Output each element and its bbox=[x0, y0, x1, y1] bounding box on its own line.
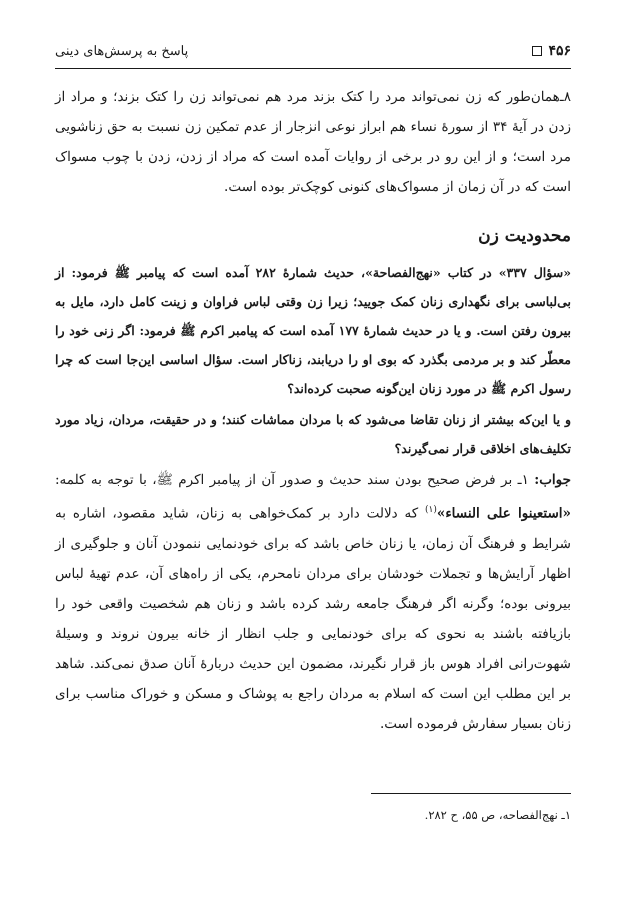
footnote: ۱ـ نهج‌الفصاحه، ص ۵۵، ح ۲۸۲. bbox=[424, 808, 571, 822]
answer-quote: «استعینوا علی النساء» bbox=[436, 505, 571, 522]
paragraph-8: ۸ـ‌همان‌طور که زن نمی‌تواند مرد را کتک بزند مرد هم نمی‌تواند زن را کتک بزند؛ و مراد از زدن در آیهٔ ۳۴ از سورهٔ نساء هم ابراز نوعی انزجار از عدم تمکین زن نسبت به حق زناشویی مرد است؛ و از این رو در برخی از روایات آمده است که مراد از زدن، زدن با چوب مسواک است که در آن زمان از مسواک‌های کنونی کوچک‌تر بوده است. bbox=[55, 89, 571, 195]
book-page bbox=[55, 0, 571, 899]
answer-text-part1: ۱ـ بر فرض صحیح بودن سند حدیث و صدور آن از پیامبر اکرم ﷺ، با توجه به کلمه: bbox=[55, 472, 535, 488]
question-337-continued: و یا این‌که بیشتر از زنان تقاضا می‌شود که با مردان مماشات کنند؛ و در حقیقت، مردان، زیاد مورد تکلیف‌های اخلاقی قرار نمی‌گیرند؟ bbox=[55, 412, 571, 456]
page-number: ۴۵۶ bbox=[548, 43, 571, 59]
answer-text-part2: که دلالت دارد بر کمک‌خواهی به زنان، شاید مقصود، اشاره به شرایط و فرهنگ آن زمان، یا زنان خاص باشد که برای خودنمایی ننمودن آنان و جلوگیری از اظهار آرایش‌ها و تجملات خودشان برای مردان نامحرم، یکی از راه‌های آن، عدم تهیهٔ لباس بیرونی بوده؛ وگرنه اگر فرهنگ جامعه رشد کرده باشد و زنان هم شخصیت واقعی خود را بازیافته باشند به نحوی که برای خودنمایی و جلب انظار از خانه بیرون نروند و وسیلهٔ شهوت‌رانی افراد هوس باز قرار نگیرند، مضمون این حدیث دربارهٔ آنان صدق نمی‌کند. شاهد بر این مطلب این است که اسلام به مردان راجع به پوشاک و مسکن و خوراک مناسب برای زنان بسیار سفارش فرموده است. bbox=[55, 505, 571, 732]
running-header bbox=[55, 40, 571, 62]
footnote-divider bbox=[371, 793, 571, 794]
header-divider bbox=[55, 68, 571, 69]
page-number-group bbox=[532, 43, 571, 59]
question-337: «سؤال ۳۳۷» در کتاب «نهج‌الفصاحة»، حدیث شمارهٔ ۲۸۲ آمده است که پیامبر ﷺ فرمود: از بی‌لباسی برای نگهداری زنان کمک جویید؛ زیرا زن وقتی لباس فراوان و زینت کامل دارد، مایل به بیرون رفتن است. و یا در حدیث شمارهٔ ۱۷۷ آمده است که پیامبر اکرم ﷺ فرمود: اگر زنی خود را معطّر کند و بر مردمی بگذرد که بوی او را دریابند، زناکار است. سؤال اساسی این‌جا است که چرا رسول اکرم ﷺ در مورد زنان این‌گونه صحبت کرده‌اند؟ bbox=[55, 265, 572, 396]
answer-paragraph bbox=[55, 465, 571, 739]
running-title: پاسخ به پرسش‌های دینی bbox=[55, 43, 189, 59]
answer-label: جواب: bbox=[534, 472, 571, 488]
footnote-reference[interactable]: (۱) bbox=[425, 505, 437, 515]
square-outline-icon bbox=[532, 46, 542, 56]
main-text bbox=[55, 82, 571, 739]
section-title: محدودیت زن bbox=[478, 226, 571, 246]
